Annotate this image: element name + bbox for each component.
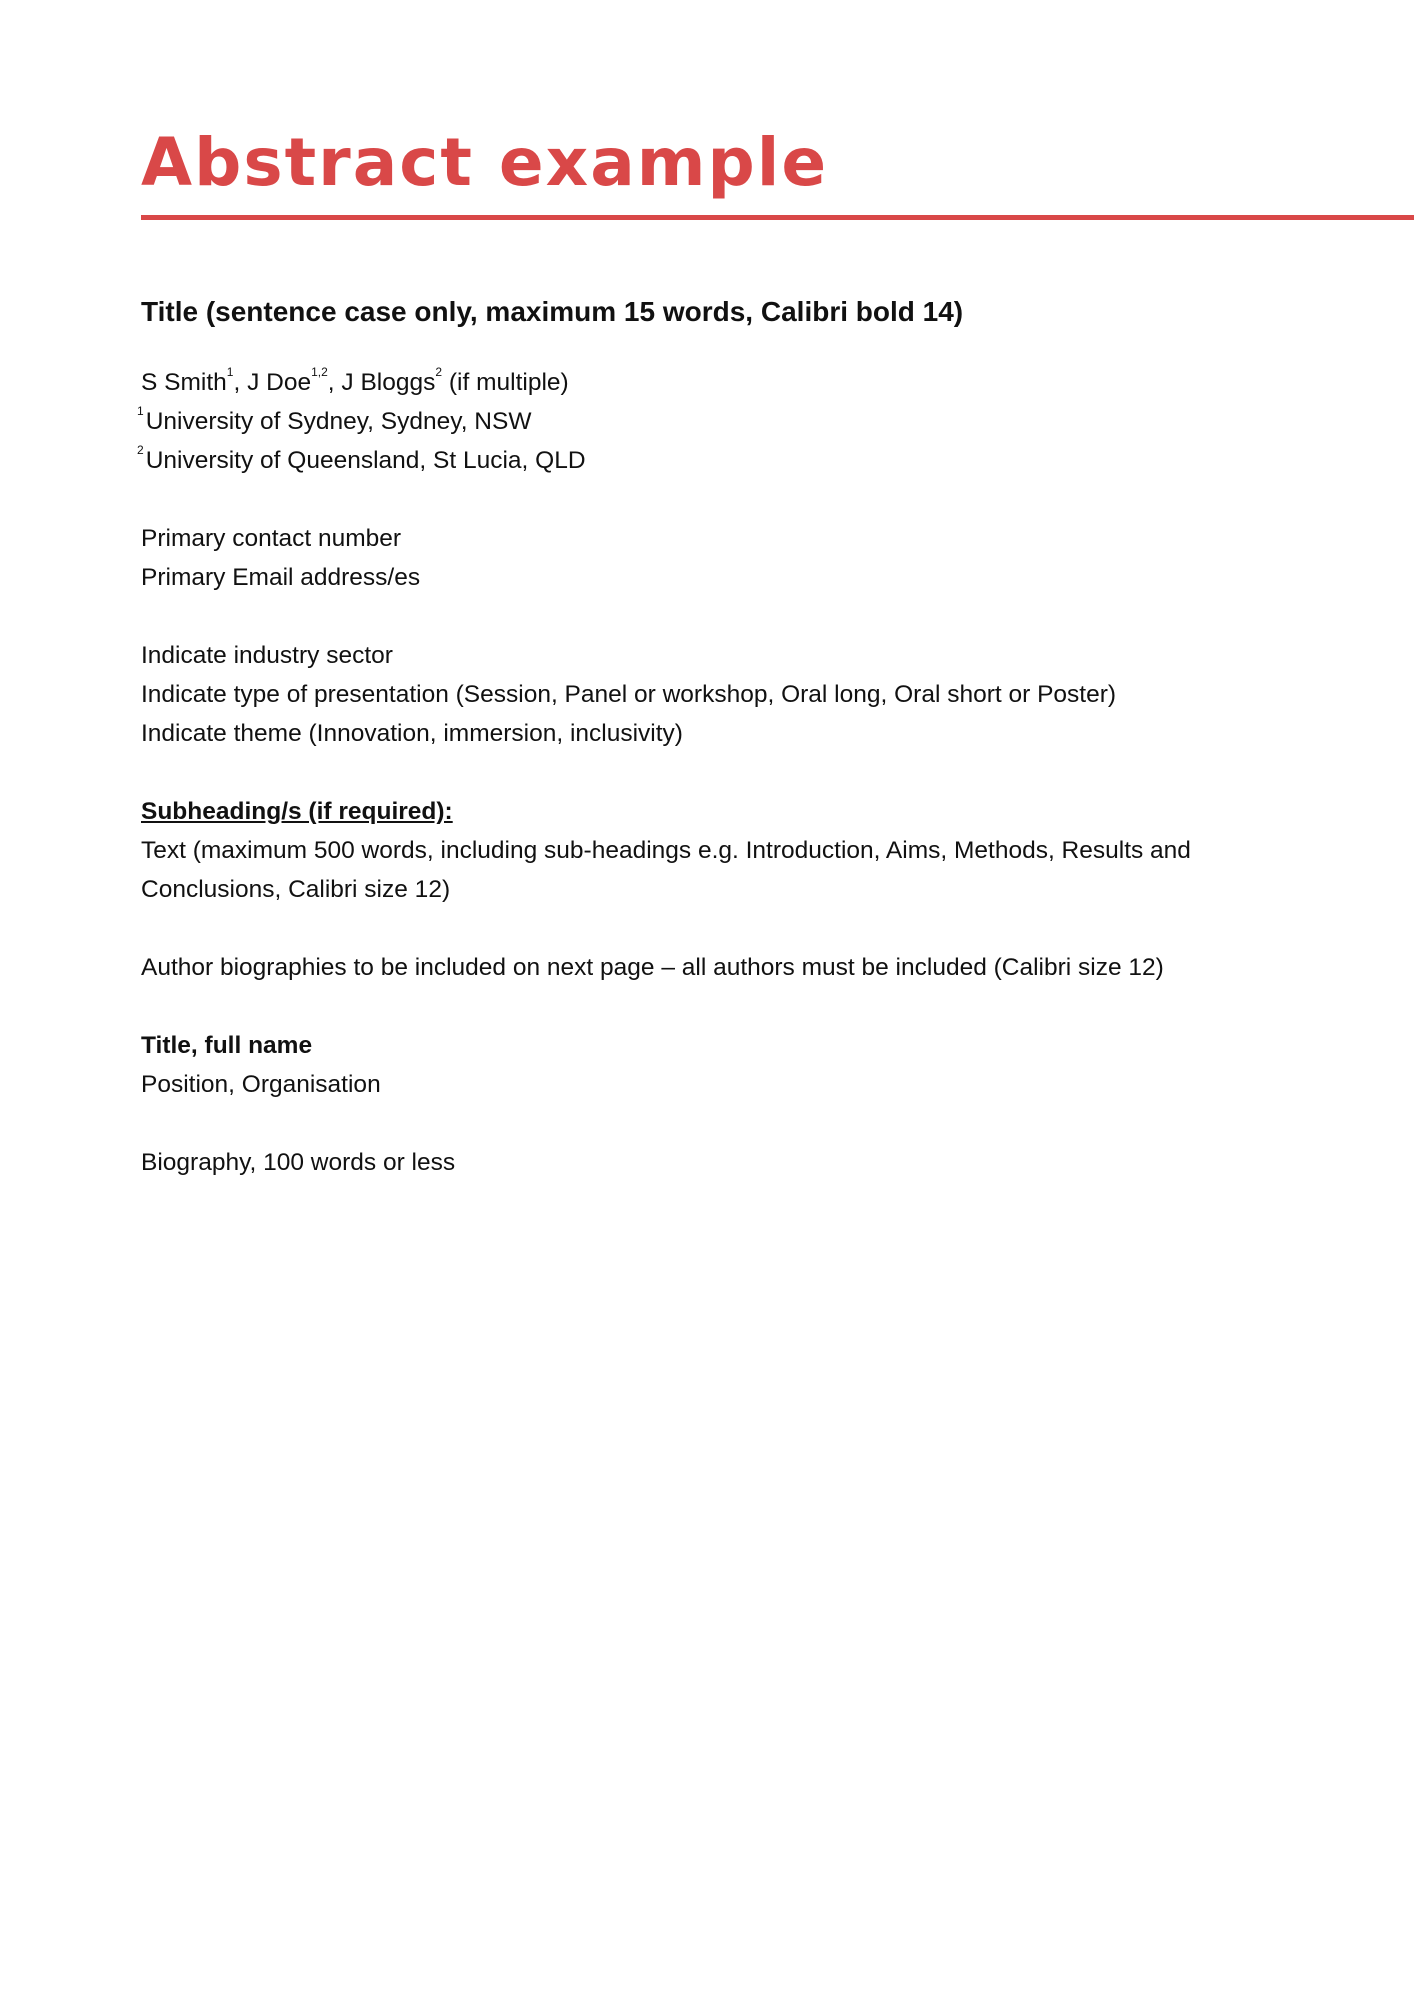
author-superscript: 2 [435,365,443,379]
author-name: S Smith [141,369,227,396]
biography-note-block [141,948,1291,987]
body-block [141,792,1291,909]
author-superscript: 1 [226,365,234,379]
presentation-type: Indicate type of presentation (Session, Panel or workshop, Oral long, Oral short or Poster) [141,681,1117,708]
affiliation-superscript: 2 [137,443,144,457]
authors-block [137,363,1291,480]
abstract-title: Title (sentence case only, maximum 15 words, Calibri bold 14) [141,296,964,327]
contact-email: Primary Email address/es [141,564,421,591]
body-text: Text (maximum 500 words, including sub-headings e.g. Introduction, Aims, Methods, Results and Conclusions, Calibri size 12) [141,837,1191,903]
affiliation [137,402,1291,441]
contact-block [141,519,1291,597]
affiliation-superscript: 1 [137,404,144,418]
bio-title-name: Title, full name [141,1032,313,1059]
heading-rule [141,215,1414,220]
bio-block [141,1026,1291,1104]
theme: Indicate theme (Innovation, immersion, inclusivity) [141,720,683,747]
indicators-block [141,636,1291,753]
author-superscript: 1,2 [311,365,328,379]
subheading: Subheading/s (if required): [141,798,453,825]
bio-position: Position, Organisation [141,1071,381,1098]
contact-number: Primary contact number [141,525,402,552]
page-heading: Abstract example [141,124,829,201]
bio-biography: Biography, 100 words or less [141,1149,456,1176]
author-suffix: (if multiple) [442,369,569,396]
biography-block [141,1143,1291,1182]
affiliation [137,441,1291,480]
author-name: , J Bloggs [327,369,436,396]
affiliation-text: University of Queensland, St Lucia, QLD [145,447,586,474]
industry-sector: Indicate industry sector [141,642,393,669]
biography-note: Author biographies to be included on next page – all authors must be included (Calibri size 12) [141,954,1164,981]
affiliation-text: University of Sydney, Sydney, NSW [145,408,532,435]
document-body [137,292,1291,1221]
author-name: , J Doe [233,369,312,396]
author-line [141,363,1291,402]
